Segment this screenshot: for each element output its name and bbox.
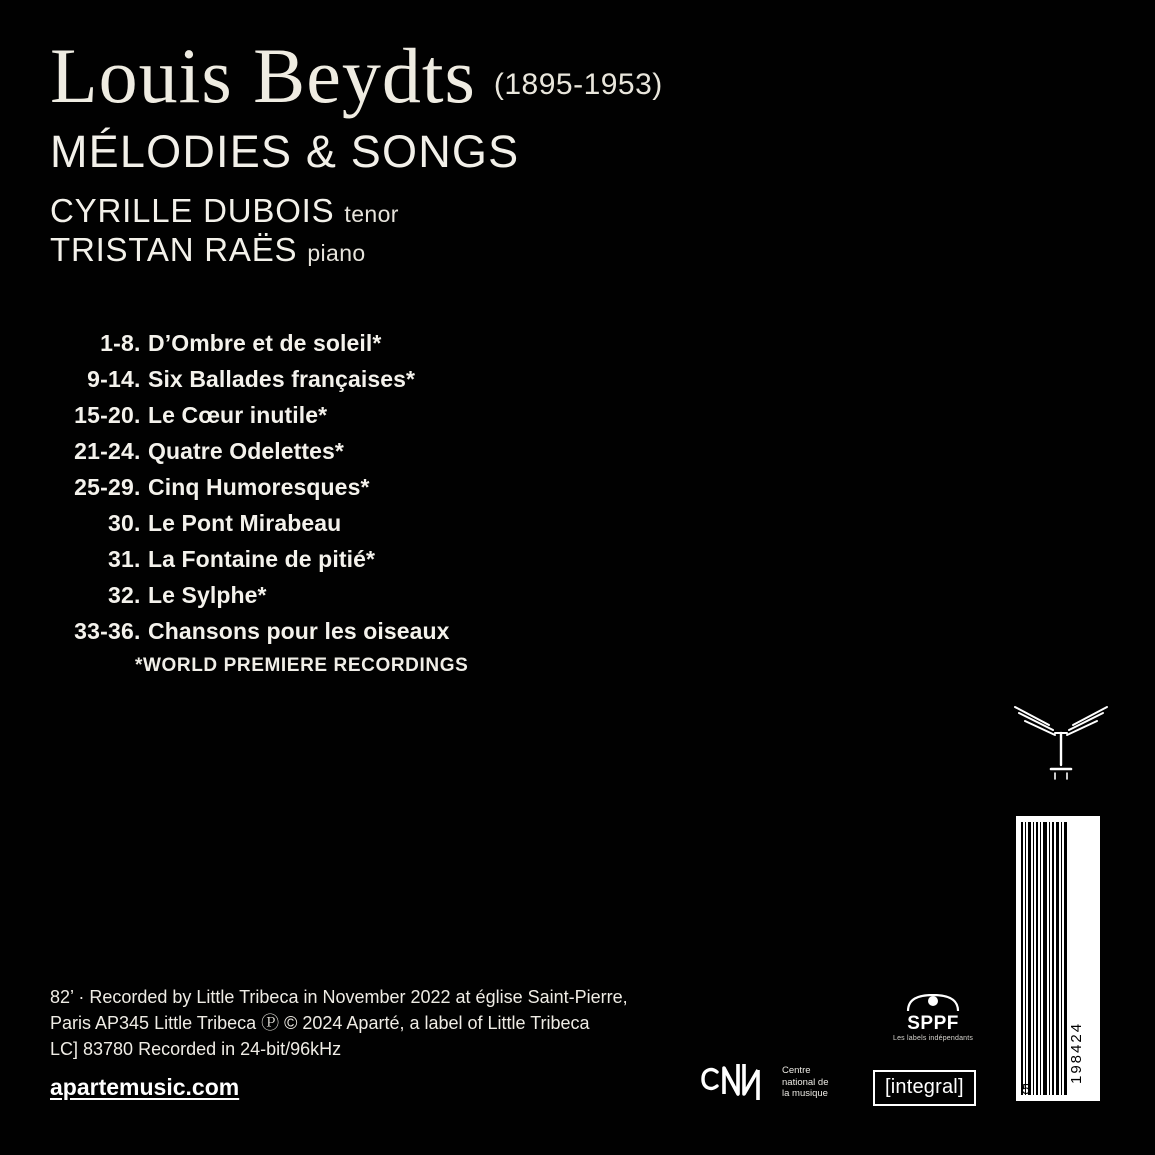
performer-role: piano [307,239,366,266]
composer-name: Louis Beydts [50,32,476,119]
performer-row-2 [50,231,810,269]
track-dot: . [134,366,141,392]
credits-line-2: Paris AP345 Little Tribeca Ⓟ © 2024 Aparté, a label of Little Tribeca [50,1013,590,1034]
sppf-glyph-icon [902,994,964,1012]
track-title: Le Sylphe* [148,582,267,608]
performer-name: CYRILLE DUBOIS [50,192,335,230]
track-dot: . [134,618,141,644]
track-title: Chansons pour les oiseaux [148,618,450,644]
composer-line [50,32,810,119]
composer-years: (1895-1953) [493,68,663,101]
track-row [50,438,700,465]
track-numbers: 30 [108,510,134,536]
album-title: MÉLODIES & SONGS [50,126,520,178]
track-numbers: 33-36 [74,618,134,644]
track-numbers: 32 [108,582,134,608]
cnm-logo-text [782,1065,828,1099]
barcode-digits-top: 198424 [1068,1021,1085,1084]
barcode [1016,816,1100,1101]
track-numbers: 21-24 [74,438,134,464]
track-row [50,402,700,429]
track-dot: . [134,438,141,464]
track-title: La Fontaine de pitié* [148,546,376,572]
cnm-line-3: la musique [782,1088,828,1100]
performer-list [50,192,810,269]
tracklist [50,330,700,654]
track-title: Cinq Humoresques* [148,474,370,500]
performer-row-1 [50,192,810,230]
track-dot: . [134,510,141,536]
sppf-subtitle: Les labels indépendants [893,1035,974,1042]
world-premiere-note: *WORLD PREMIERE RECORDINGS [135,655,469,676]
track-title: Six Ballades françaises* [148,366,416,392]
integral-logo: [integral] [873,1070,976,1106]
track-dot: . [134,546,141,572]
track-title: Le Cœur inutile* [148,402,328,428]
sppf-name: SPPF [907,1013,959,1034]
track-row [50,510,700,537]
track-numbers: 15-20 [74,402,134,428]
track-row [50,474,700,501]
cnm-line-2: national de [782,1076,829,1088]
cnm-logo [700,1058,828,1107]
track-title: Le Pont Mirabeau [148,510,342,536]
track-row [50,366,700,393]
track-numbers: 25-29 [74,474,134,500]
track-row [50,618,700,645]
barcode-lead-digit: 5 [1022,1081,1031,1098]
credits-line-3: LC] 83780 Recorded in 24-bit/96kHz [50,1039,342,1060]
credits-line-1: 82’ · Recorded by Little Tribeca in November 2022 at église Saint-Pierre, [50,987,628,1007]
track-title: D’Ombre et de soleil* [148,330,382,356]
performer-role: tenor [344,201,399,228]
track-row [50,330,700,357]
track-numbers: 9-14 [87,366,134,392]
track-dot: . [134,474,141,500]
track-row [50,546,700,573]
performer-name: TRISTAN RAËS [50,230,298,268]
track-numbers: 1-8 [100,330,134,356]
credits-block [50,984,690,1062]
cnm-line-1: Centre [782,1065,811,1077]
track-title: Quatre Odelettes* [148,438,344,464]
sppf-logo [893,994,973,1042]
cnm-logo-mark [700,1058,774,1107]
track-dot: . [134,402,141,428]
barcode-bars [1021,822,1067,1095]
track-dot: . [134,582,141,608]
cnm-monogram-icon [700,1058,774,1100]
website-link[interactable]: apartemusic.com [50,1074,240,1100]
track-row [50,582,700,609]
track-dot: . [134,330,141,356]
header-block [50,32,810,269]
sppf-arc-icon [902,994,964,1012]
track-numbers: 31 [108,546,134,572]
aparte-label-logo [1013,703,1109,781]
aparte-logo-icon [1013,703,1109,781]
